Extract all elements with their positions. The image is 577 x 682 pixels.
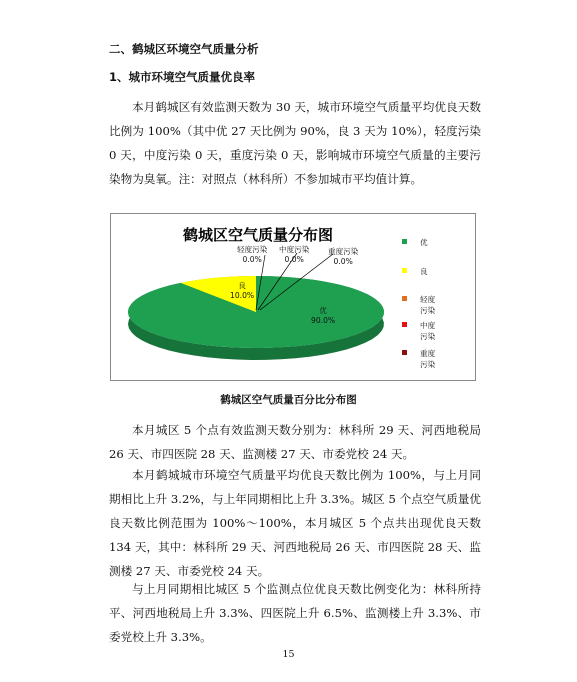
slice-label-liang: 良 10.0%: [230, 281, 255, 300]
pie-slices: [128, 276, 384, 360]
slice-label-you: 优 90.0%: [311, 306, 336, 325]
slice-label-light: 轻度污染 0.0%: [237, 245, 268, 264]
figure-caption: 鹤城区空气质量百分比分布图: [220, 394, 357, 406]
paragraph-text: 本月鹤城区有效监测天数为 30 天，城市环境空气质量平均优良天数比例为 100%（其中优 27 天比例为 90%，良 3 天为 10%），轻度污染 0 天，中度污染 0 天，重度污染 0 天，影响城市环境空气质量的主要污染物为臭氧。注：对照点（林科所）不参加城市平均值计算。: [109, 100, 481, 186]
page-number: 15: [282, 649, 295, 660]
paragraph-text: 本月城区 5 个点有效监测天数分别为：林科所 29 天、河西地税局 26 天、市四医院 28 天、监测楼 27 天、市委党校 24 天。: [109, 423, 481, 461]
chart-title: 鹤城区空气质量分布图: [183, 226, 334, 244]
paragraph-comparison: [109, 463, 481, 583]
paragraph-text: 与上月同期相比城区 5 个监测点位优良天数比例变化为：林科所持平、河西地税局上升 3.3%、四医院上升 6.5%、监测楼上升 3.3%、市委党校上升 3.3%。: [109, 582, 481, 644]
legend-swatch: [402, 268, 407, 273]
slice-label-moderate: 中度污染 0.0%: [279, 245, 310, 264]
legend-swatch: [402, 322, 407, 327]
legend-swatch: [402, 296, 407, 301]
subsection-heading: 1、城市环境空气质量优良率: [109, 70, 256, 84]
legend-swatch: [402, 350, 407, 355]
legend-swatch: [402, 239, 407, 244]
section-heading: 二、鹤城区环境空气质量分析: [109, 42, 259, 56]
paragraph-summary: [109, 95, 481, 191]
slice-label-heavy: 重度污染 0.0%: [328, 247, 359, 266]
paragraph-change: [109, 577, 481, 649]
paragraph-text: 本月鹤城城市环境空气质量平均优良天数比例为 100%，与上月同期相比上升 3.2%，与上年同期相比上升 3.3%。城区 5 个点空气质量优良天数比例范围为 100%～100%，本月城区 5 个点共出现优良天数 134 天，其中：林科所 29 天、河西地税局 26 天、市四医院 28 天、监测楼 27 天、市委党校 24 天。: [109, 468, 481, 578]
paragraph-valid-days: [109, 418, 481, 466]
pie-chart: 鹤城区空气质量分布图 优 90.0% 良 10.0% 轻度污染 0.0% 中度污染 0.0% 重度污染 0.0% 优 良 轻度 污染 中度 污染 重度 污染: [110, 213, 476, 381]
pie-slice-0: [128, 276, 384, 348]
